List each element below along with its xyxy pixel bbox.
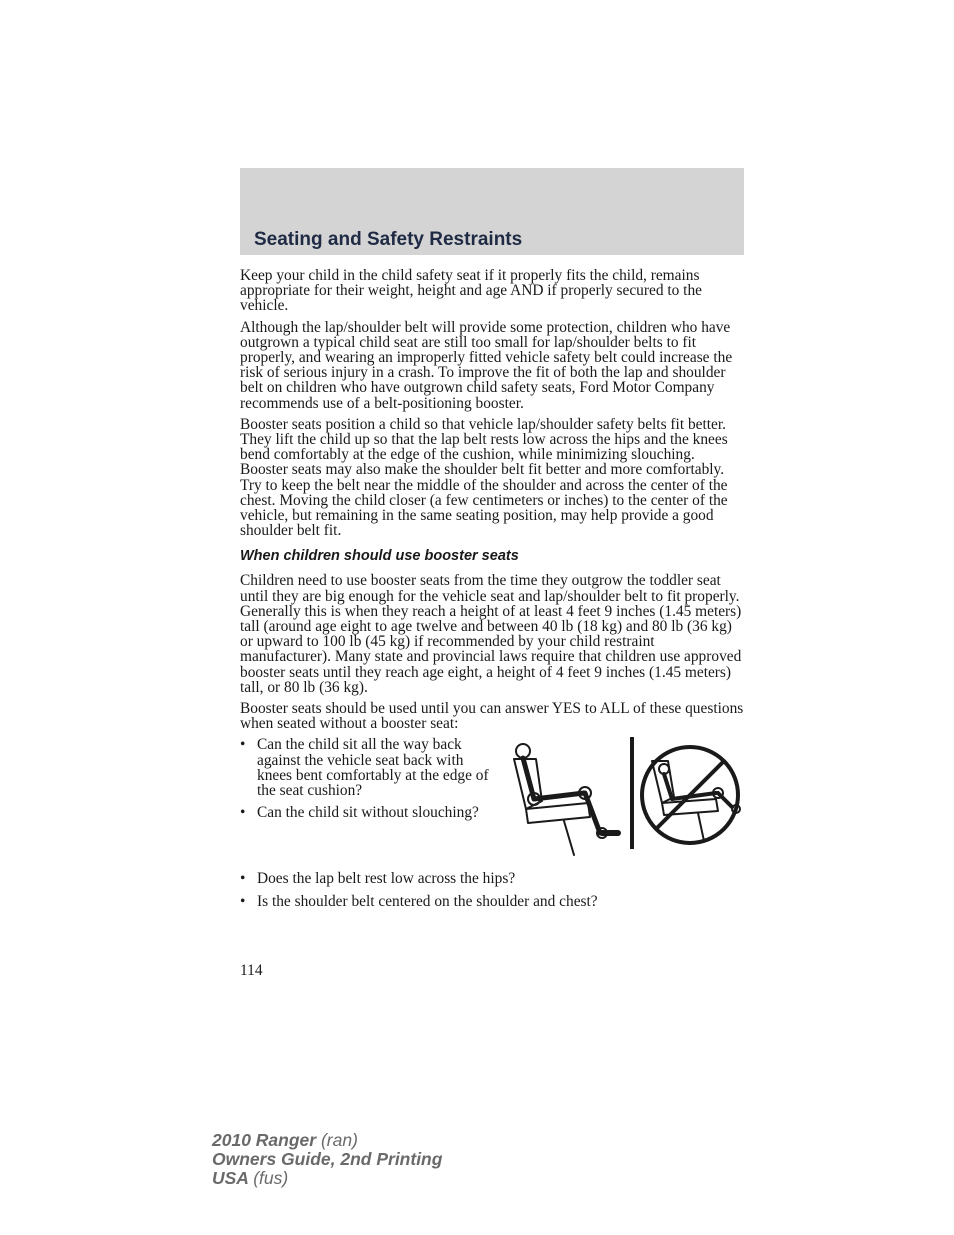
paragraph: Booster seats position a child so that vehicle lap/shoulder safety belts fit better. They lift the child up so that the lap belt rests low across the hips and the knees bend comfortably at the edge of the cushion, while minimizing slouching. Booster seats may also make the shoulder belt fit better and more comfortably. Try to keep the belt near the middle of the shoulder and across the center of the chest. Moving the child closer (a few centimeters or inches) to the center of the vehicle, but remaining in the same seating position, may help provide a good shoulder belt fit. [240, 415, 728, 540]
page-number: 114 [240, 962, 263, 979]
subheading: When children should use booster seats [240, 548, 519, 565]
header-band [240, 168, 744, 255]
list-item-text: Is the shoulder belt centered on the shoulder and chest? [257, 892, 598, 910]
figure-row [240, 737, 746, 865]
list-item [240, 805, 492, 820]
question-list [240, 737, 492, 820]
footer-line-region [212, 1169, 442, 1188]
footer [212, 1131, 442, 1188]
section-title: Seating and Safety Restraints [254, 229, 523, 250]
footer-model-code: (ran) [320, 1130, 358, 1150]
footer-region: USA [212, 1168, 249, 1188]
bullet: • [240, 804, 246, 822]
footer-region-code: (fus) [253, 1168, 289, 1188]
list-item-text: Can the child sit all the way back against the vehicle seat back with knees bent comfortably at the edge of the seat cushion? [257, 736, 489, 800]
question-list-continued [240, 871, 746, 908]
page-content [240, 268, 746, 916]
bullet: • [240, 736, 246, 754]
footer-line-model [212, 1131, 442, 1150]
incorrect-seating-icon [652, 761, 740, 841]
list-item [240, 894, 746, 909]
list-item-text: Can the child sit without slouching? [257, 804, 479, 822]
list-item-text: Does the lap belt rest low across the hips? [257, 870, 516, 888]
booster-seat-illustration [506, 737, 746, 863]
bullet: • [240, 892, 246, 910]
footer-guide: Owners Guide, 2nd Printing [212, 1149, 443, 1169]
bullet: • [240, 870, 246, 888]
paragraph: Booster seats should be used until you can answer YES to ALL of these questions when seated without a booster seat: [240, 700, 744, 733]
footer-model: 2010 Ranger [212, 1130, 317, 1150]
list-item [240, 737, 492, 798]
paragraph: Keep your child in the child safety seat if it properly fits the child, remains appropriate for their weight, height and age AND if properly secured to the vehicle. [240, 267, 702, 315]
paragraph: Children need to use booster seats from the time they outgrow the toddler seat until they are big enough for the vehicle seat and lap/shoulder belt to fit properly. Generally this is when they reach a height of at least 4 feet 9 inches (1.45 meters) tall (around age eight to age twelve and between 40 lb (18 kg) and 80 lb (36 kg) or upward to 100 lb (45 kg) if recommended by your child restraint manufacturer). Many state and provincial laws require that children use approved booster seats until they reach age eight, a height of 4 feet 9 inches (1.45 meters) tall, or 80 lb (36 kg). [240, 572, 742, 696]
paragraph: Although the lap/shoulder belt will provide some protection, children who have outgrown a typical child seat are still too small for lap/shoulder belts to fit properly, and wearing an improperly fitted vehicle safety belt could increase the risk of serious injury in a crash. To improve the fit of both the lap and shoulder belt on children who have outgrown child safety seats, Ford Motor Company recommends use of a belt-positioning booster. [240, 318, 733, 412]
list-item [240, 871, 746, 886]
correct-seating-icon [514, 744, 618, 855]
